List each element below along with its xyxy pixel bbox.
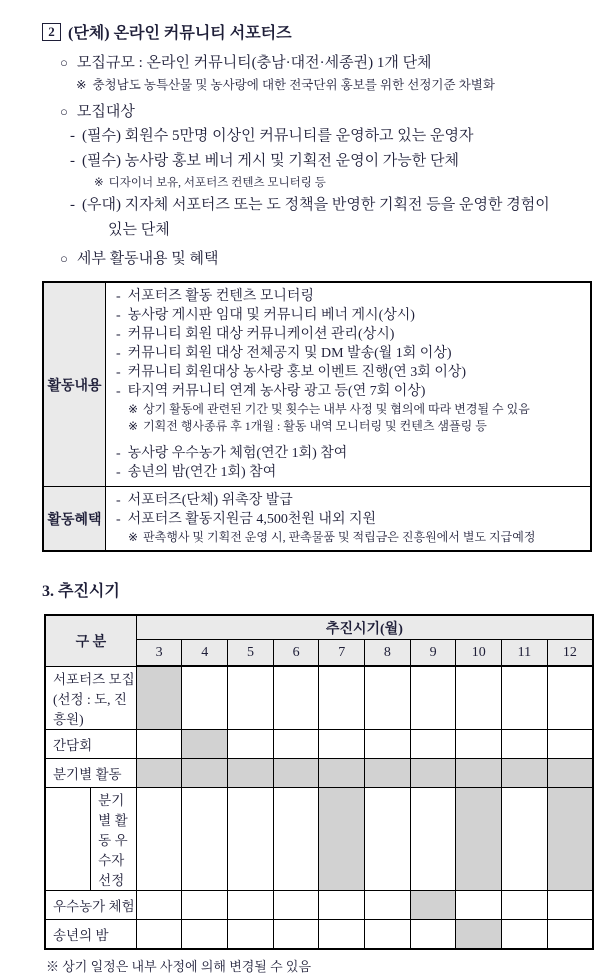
activity-line-text: 서포터즈(단체) 위촉장 발급 [127, 493, 293, 508]
table-row [43, 282, 591, 487]
schedule-cell-filled [182, 758, 228, 787]
schedule-cell [502, 787, 548, 890]
activity-line-text: 커뮤니티 회원 대상 커뮤니케이션 관리(상시) [127, 327, 395, 342]
bullet-item [94, 174, 597, 193]
schedule-cell [410, 787, 456, 890]
schedule-cell [182, 787, 228, 890]
activity-line [128, 418, 584, 435]
schedule-cell [456, 666, 502, 729]
activity-line [116, 363, 584, 382]
bullet-item-text: 모집대상 [76, 104, 135, 120]
activity-line [116, 435, 584, 444]
schedule-cell [273, 787, 319, 890]
schedule-cell-filled [410, 758, 456, 787]
bullet-item [76, 75, 597, 96]
activity-line-text: 커뮤니티 회원 대상 전체공지 및 DM 발송(월 1회 이상) [127, 346, 452, 361]
schedule-cell [410, 919, 456, 949]
activity-benefit-table [42, 281, 592, 552]
activity-label-cell: 활동혜택 [43, 487, 106, 552]
table-row [45, 666, 593, 729]
schedule-footnote: ※ 상기 일정은 내부 사정에 의해 변경될 수 있음 [46, 958, 312, 974]
schedule-cell [182, 666, 228, 729]
bullet-item [70, 124, 597, 149]
bullet-item [60, 247, 597, 271]
schedule-cell [228, 729, 274, 758]
schedule-cell [136, 787, 182, 890]
schedule-cell [273, 729, 319, 758]
schedule-cell [365, 729, 411, 758]
schedule-table [44, 614, 594, 950]
schedule-cell [273, 919, 319, 949]
schedule-cell [365, 666, 411, 729]
intro-list [42, 51, 597, 271]
heading-number-box: 2 [42, 23, 61, 41]
activity-line [128, 401, 584, 418]
schedule-cell-filled [547, 758, 593, 787]
bullet-marker: ※ [76, 78, 87, 92]
bullet-item [60, 51, 597, 75]
bullet-marker: - [116, 365, 121, 380]
bullet-item [60, 100, 597, 124]
activity-line [116, 344, 584, 363]
activity-line-text: 커뮤니티 회원대상 농사랑 홍보 이벤트 진행(연 3회 이상) [127, 365, 467, 380]
table-row [43, 487, 591, 552]
schedule-month-header: 4 [182, 640, 228, 667]
schedule-cell [136, 729, 182, 758]
bullet-marker: - [70, 128, 75, 144]
doc-heading [42, 20, 597, 43]
schedule-month-header: 5 [228, 640, 274, 667]
schedule-cell [365, 787, 411, 890]
activity-line [116, 444, 584, 463]
schedule-cell [547, 890, 593, 919]
schedule-col-header: 구 분 [45, 615, 136, 666]
activity-content-cell [106, 282, 592, 487]
schedule-cell [228, 787, 274, 890]
schedule-cell [228, 919, 274, 949]
bullet-item [108, 218, 597, 243]
schedule-cell [273, 666, 319, 729]
activity-line-text: 농사랑 게시판 임대 및 커뮤니티 베너 게시(상시) [127, 308, 415, 323]
schedule-month-header: 7 [319, 640, 365, 667]
table-row [45, 890, 593, 919]
schedule-cell-filled [319, 758, 365, 787]
bullet-marker: ○ [60, 104, 68, 119]
schedule-cell-filled [456, 919, 502, 949]
schedule-header-row [45, 615, 593, 640]
table-row [45, 787, 593, 890]
schedule-cell-filled [182, 729, 228, 758]
schedule-row-label: 분기별 활동 [45, 758, 136, 787]
schedule-cell [502, 729, 548, 758]
bullet-item-text: 있는 단체 [108, 222, 170, 238]
schedule-cell [502, 666, 548, 729]
bullet-item-text: (필수) 회원수 5만명 이상인 커뮤니티를 운영하고 있는 운영자 [82, 128, 474, 144]
bullet-marker: ※ [128, 530, 139, 544]
schedule-cell [365, 919, 411, 949]
schedule-cell [319, 890, 365, 919]
activity-line [116, 510, 584, 529]
schedule-cell [319, 729, 365, 758]
bullet-marker: - [116, 446, 121, 461]
schedule-cell [365, 890, 411, 919]
bullet-marker: - [116, 465, 121, 480]
bullet-marker: - [116, 384, 121, 399]
bullet-marker: - [116, 512, 121, 527]
bullet-item [70, 193, 597, 218]
activity-line-text: 서포터즈 활동지원금 4,500천원 내외 지원 [127, 512, 377, 527]
bullet-marker: - [116, 493, 121, 508]
activity-line-text: 송년의 밤(연간 1회) 참여 [127, 465, 277, 480]
activity-line-text: 타지역 커뮤니티 연계 농사랑 광고 등(연 7회 이상) [127, 384, 426, 399]
bullet-marker: - [116, 308, 121, 323]
schedule-month-header: 3 [136, 640, 182, 667]
schedule-month-header: 6 [273, 640, 319, 667]
schedule-cell [136, 919, 182, 949]
schedule-cell [502, 890, 548, 919]
activity-line [116, 491, 584, 510]
bullet-item-text: 세부 활동내용 및 혜택 [76, 251, 219, 267]
activity-line-text: 판촉행사 및 기획전 운영 시, 판촉물품 및 적립금은 진흥원에서 별도 지급예정 [143, 530, 536, 544]
activity-line [116, 306, 584, 325]
bullet-item-text: (우대) 지자체 서포터즈 또는 도 정책을 반영한 기획전 등을 운영한 경험이 [82, 197, 550, 213]
bullet-marker: ※ [94, 177, 104, 189]
schedule-cell-filled [502, 758, 548, 787]
page-title: (단체) 온라인 커뮤니티 서포터즈 [68, 25, 292, 42]
schedule-cell [547, 666, 593, 729]
schedule-cell [410, 666, 456, 729]
schedule-row-label: 간담회 [45, 729, 136, 758]
bullet-marker: - [116, 289, 121, 304]
schedule-cell [319, 919, 365, 949]
table-row [45, 729, 593, 758]
schedule-cell [502, 919, 548, 949]
schedule-cell [136, 890, 182, 919]
schedule-cell [273, 890, 319, 919]
schedule-cell [228, 666, 274, 729]
bullet-marker: - [70, 197, 75, 213]
schedule-row-label: 송년의 밤 [45, 919, 136, 949]
schedule-cell [547, 729, 593, 758]
schedule-indent-cell [45, 787, 91, 890]
schedule-cell-filled [456, 758, 502, 787]
schedule-cell-filled [410, 890, 456, 919]
table-row [45, 758, 593, 787]
schedule-cell-filled [273, 758, 319, 787]
schedule-months-header: 추진시기(월) [136, 615, 593, 640]
schedule-cell [410, 729, 456, 758]
schedule-cell-filled [365, 758, 411, 787]
schedule-month-header: 9 [410, 640, 456, 667]
schedule-cell [319, 666, 365, 729]
activity-label-cell: 활동내용 [43, 282, 106, 487]
schedule-cell-filled [547, 787, 593, 890]
schedule-month-header: 12 [547, 640, 593, 667]
section-title: 3. 추진시기 [42, 583, 120, 600]
schedule-month-header: 11 [502, 640, 548, 667]
schedule-month-header: 8 [365, 640, 411, 667]
activity-line [128, 529, 584, 546]
bullet-item [70, 149, 597, 174]
bullet-marker: ○ [60, 251, 68, 266]
activity-line [116, 287, 584, 306]
schedule-cell-filled [228, 758, 274, 787]
bullet-item-text: (필수) 농사랑 홍보 베너 게시 및 기획전 운영이 가능한 단체 [82, 153, 460, 169]
activity-line-text: 농사랑 우수농가 체험(연간 1회) 참여 [127, 446, 348, 461]
bullet-item-text: 디자이너 보유, 서포터즈 컨텐츠 모니터링 등 [108, 177, 326, 189]
schedule-row-label: 서포터즈 모집(선정 : 도, 진흥원) [45, 666, 136, 729]
activity-line-text: 기획전 행사종류 후 1개월 : 활동 내역 모니터링 및 컨텐츠 샘플링 등 [143, 419, 487, 433]
bullet-item-text: 충청남도 농특산물 및 농사랑에 대한 전국단위 홍보를 위한 선정기준 차별화 [92, 78, 495, 92]
schedule-cell-filled [456, 787, 502, 890]
schedule-cell [182, 919, 228, 949]
activity-line [116, 382, 584, 401]
schedule-row-label: 분기별 활동 우수자 선정 [91, 787, 137, 890]
schedule-cell-filled [136, 758, 182, 787]
bullet-marker: - [116, 327, 121, 342]
bullet-marker: ※ [128, 402, 139, 416]
schedule-cell [547, 919, 593, 949]
schedule-cell [456, 729, 502, 758]
activity-line-text: 상기 활동에 관련된 기간 및 횟수는 내부 사정 및 협의에 따라 변경될 수 있음 [143, 402, 530, 416]
schedule-cell [182, 890, 228, 919]
activity-line [116, 325, 584, 344]
activity-line [116, 463, 584, 482]
schedule-cell-filled [319, 787, 365, 890]
schedule-cell [456, 890, 502, 919]
bullet-marker: - [70, 153, 75, 169]
schedule-month-header: 10 [456, 640, 502, 667]
activity-line-text: 서포터즈 활동 컨텐츠 모니터링 [127, 289, 314, 304]
table-row [45, 919, 593, 949]
bullet-marker: ※ [128, 419, 139, 433]
activity-content-cell [106, 487, 592, 552]
schedule-cell-filled [136, 666, 182, 729]
schedule-cell [228, 890, 274, 919]
bullet-item-text: 모집규모 : 온라인 커뮤니티(충남·대전·세종권) 1개 단체 [76, 55, 432, 71]
schedule-row-label: 우수농가 체험 [45, 890, 136, 919]
bullet-marker: - [116, 346, 121, 361]
bullet-marker: ○ [60, 55, 68, 70]
